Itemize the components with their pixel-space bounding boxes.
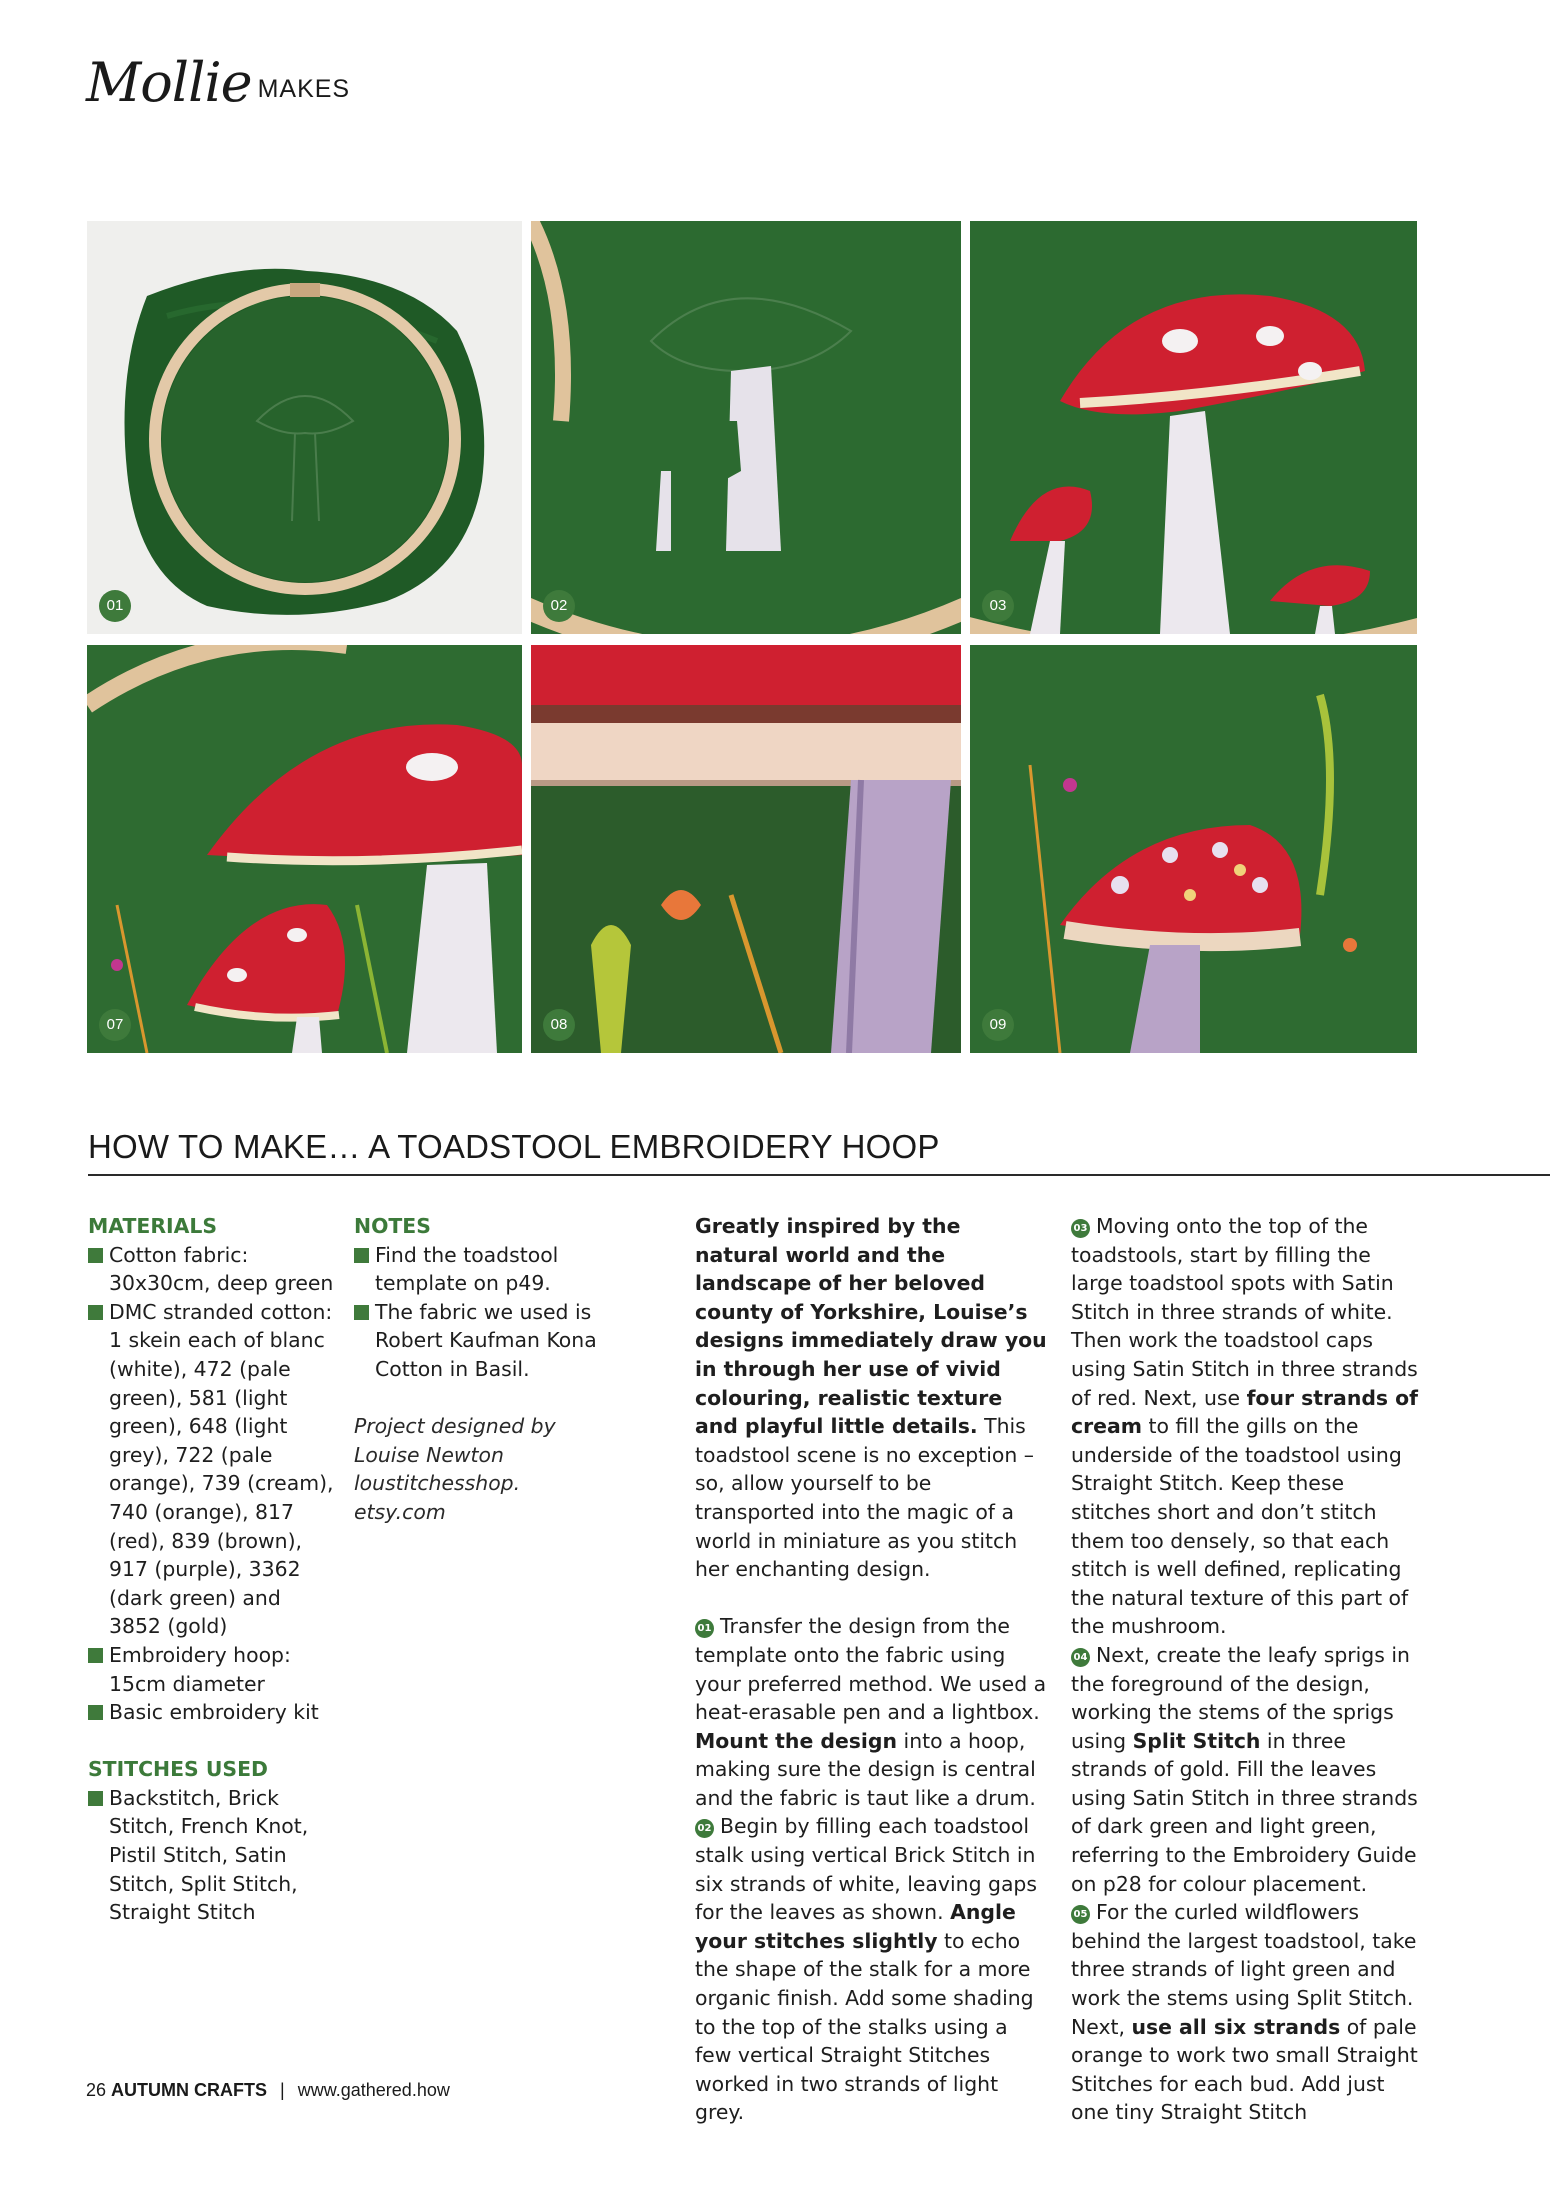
masthead-makes: MAKES	[257, 75, 351, 103]
step-04-bold: Split Stitch	[1132, 1728, 1261, 1753]
step-01-text: Transfer the design from the template onto the fabric using your preferred method. We used a heat-erasable pen and a lightbox.	[695, 1614, 1047, 1725]
page-number: 26	[86, 2080, 107, 2100]
materials-item: Basic embroidery kit	[88, 1698, 338, 1727]
step-05-text-2: of pale orange to work two small Straight Stitches for each bud. Add just one tiny Straight Stitch	[1071, 2014, 1418, 2125]
step-badge-02: 02	[543, 590, 575, 622]
masthead-logo	[86, 51, 351, 114]
materials-item: Embroidery hoop: 15cm diameter	[88, 1641, 338, 1698]
photo-09-image	[970, 645, 1417, 1053]
step-03-bold: four strands of cream	[1071, 1385, 1419, 1439]
step-number-03: 03	[1071, 1219, 1090, 1238]
step-02-paragraph	[695, 1812, 1047, 2127]
step-number-01: 01	[695, 1619, 714, 1638]
step-05-text: For the curled wildflowers behind the largest toadstool, take three strands of light green and work the stems using Split Stitch. Next,	[1071, 1900, 1417, 2039]
intro-bold: Greatly inspired by the natural world and the landscape of her beloved county of Yorkshire, Louise’s designs immediately draw you in through her use of vivid colouring, realistic texture and playful little details.	[695, 1214, 1047, 1439]
materials-heading: MATERIALS	[88, 1214, 218, 1238]
step-number-04: 04	[1071, 1648, 1090, 1667]
step-badge-03: 03	[982, 590, 1014, 622]
step-badge-08: 08	[543, 1009, 575, 1041]
photo-02-image	[531, 221, 961, 634]
footer-separator: |	[280, 2080, 285, 2100]
photo-step-01	[87, 221, 522, 634]
step-04-paragraph	[1071, 1641, 1423, 1898]
photo-step-08	[531, 645, 961, 1053]
notes-item: Find the toadstool template on p49.	[354, 1241, 600, 1298]
step-02-text-2: to echo the shape of the stalk for a more organic finish. Add some shading to the top of the stalks using a few vertical Straight Stitches worked in two strands of light grey.	[695, 1928, 1034, 2125]
step-03-text-2: to fill the gills on the underside of the toadstool using Straight Stitch. Keep these stitches short and don’t stitch them too densely, so that each stitch is well defined, replicating the natural texture of this part of the mushroom.	[1071, 1414, 1409, 1639]
intro-text: This toadstool scene is no exception – so, allow yourself to be transported into the magic of a world in miniature as you stitch her enchanting design.	[695, 1414, 1034, 1582]
instructions-column-1	[695, 1212, 1047, 2127]
materials-item: Cotton fabric: 30x30cm, deep green	[88, 1241, 338, 1298]
section-title: HOW TO MAKE… A TOADSTOOL EMBROIDERY HOOP	[88, 1128, 940, 1165]
notes-heading: NOTES	[354, 1214, 431, 1238]
step-badge-07: 07	[99, 1009, 131, 1041]
stitches-item: Backstitch, Brick Stitch, French Knot, Pistil Stitch, Satin Stitch, Split Stitch, Straight Stitch	[88, 1784, 338, 1927]
step-01-paragraph	[695, 1612, 1047, 1812]
step-03-text: Moving onto the top of the toadstools, start by filling the large toadstool spots with Satin Stitch in three strands of white. Then work the toadstool caps using Satin Stitch in three strands of red. Next, use	[1071, 1214, 1418, 1410]
stitches-list	[88, 1784, 338, 1927]
notes-list	[354, 1241, 600, 1384]
step-03-paragraph	[1071, 1212, 1423, 1641]
photo-01-image	[87, 221, 522, 634]
step-badge-09: 09	[982, 1009, 1014, 1041]
step-05-bold: use all six strands	[1131, 2014, 1341, 2039]
page-footer	[86, 2080, 450, 2101]
step-05-paragraph	[1071, 1898, 1423, 2127]
photo-08-image	[531, 645, 961, 1053]
photo-03-image	[970, 221, 1417, 634]
step-number-02: 02	[695, 1819, 714, 1838]
footer-url: www.gathered.how	[297, 2080, 450, 2100]
photo-step-07	[87, 645, 522, 1053]
step-04-text-2: in three strands of gold. Fill the leaves using Satin Stitch in three strands of dark green and light green, referring to the Embroidery Guide on p28 for colour placement.	[1071, 1728, 1418, 1896]
materials-item: DMC stranded cotton: 1 skein each of blanc (white), 472 (pale green), 581 (light green), 648 (light grey), 722 (pale orange), 739 (cream), 740 (orange), 817 (red), 839 (brown), 917 (purple), 3362 (dark green) and 3852 (gold)	[88, 1298, 338, 1641]
photo-step-02	[531, 221, 961, 634]
notes-column	[354, 1212, 600, 1527]
section-title-rule	[88, 1174, 1550, 1176]
notes-item: The fabric we used is Robert Kaufman Kona Cotton in Basil.	[354, 1298, 600, 1384]
photo-07-image	[87, 645, 522, 1053]
step-02-text: Begin by filling each toadstool stalk using vertical Brick Stitch in six strands of white, leaving gaps for the leaves as shown.	[695, 1814, 1038, 1925]
instructions-column-2	[1071, 1212, 1423, 2127]
masthead-script: Mollie	[86, 51, 252, 114]
photo-step-03	[970, 221, 1417, 634]
materials-column	[88, 1212, 338, 1927]
footer-section: AUTUMN CRAFTS	[111, 2080, 268, 2100]
intro-paragraph	[695, 1212, 1047, 1584]
photo-step-09	[970, 645, 1417, 1053]
project-credit: Project designed by Louise Newton loustitchesshop. etsy.com	[354, 1414, 556, 1524]
step-01-bold: Mount the design	[695, 1728, 898, 1753]
materials-list	[88, 1241, 338, 1727]
step-number-05: 05	[1071, 1905, 1090, 1924]
stitches-heading: STITCHES USED	[88, 1757, 268, 1782]
step-02-bold: Angle your stitches slightly	[695, 1900, 1016, 1953]
step-badge-01: 01	[99, 590, 131, 622]
step-01-text-2: into a hoop, making sure the design is central and the fabric is taut like a drum.	[695, 1728, 1036, 1810]
step-04-text: Next, create the leafy sprigs in the foreground of the design, working the stems of the sprigs using	[1071, 1642, 1410, 1753]
